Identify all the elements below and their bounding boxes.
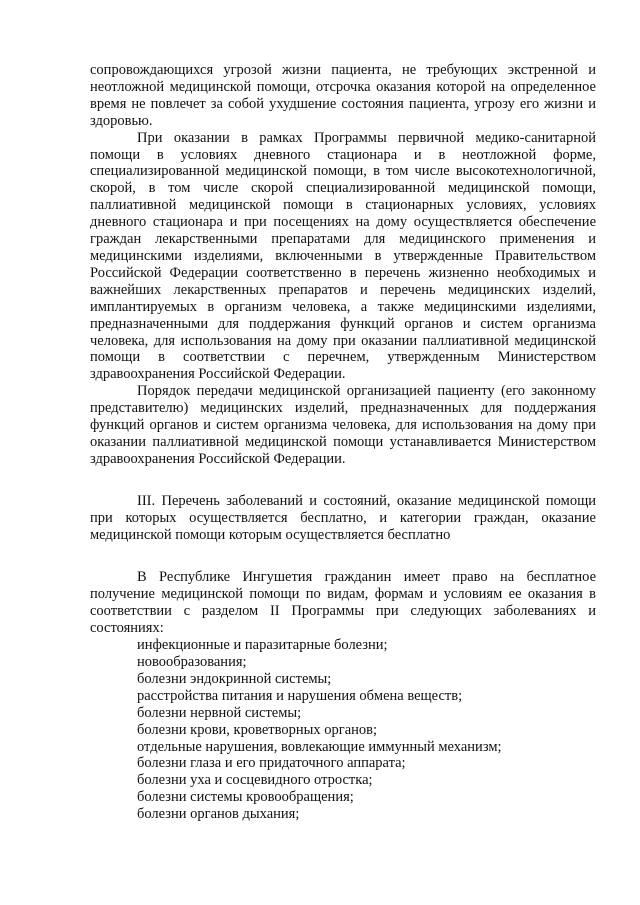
list-item: болезни нервной системы;	[137, 704, 302, 721]
list-item: болезни эндокринной системы;	[137, 670, 332, 687]
list-item: отдельные нарушения, вовлекающие иммунный механизм;	[137, 738, 502, 755]
list-item: болезни глаза и его придаточного аппарата;	[137, 755, 406, 772]
list-item: расстройства питания и нарушения обмена веществ;	[137, 687, 463, 704]
list-item: болезни крови, кроветворных органов;	[137, 721, 378, 738]
document-page	[90, 62, 596, 823]
list-item: новообразования;	[137, 654, 247, 670]
list-item: болезни органов дыхания;	[137, 806, 300, 823]
paragraph-device-transfer-procedure: Порядок передачи медицинской организацией пациенту (его законному представителю) медицинских изделий, предназначенных для поддержания функций органов и систем организма человека, для использования на дому при оказании паллиативной медицинской помощи устанавливается Министерством здравоохранения Российской Федерации.	[90, 383, 596, 467]
section-heading: III. Перечень заболеваний и состояний, оказание медицинской помощи при которых осуществляется бесплатно, и категории граждан, оказание медицинской помощи которым осуществляется бесплатно	[90, 492, 596, 543]
paragraph-continuation: сопровождающихся угрозой жизни пациента, не требующих экстренной и неотложной медицинской помощи, отсрочка оказания которой на определенное время не повлечет за собой ухудшение состояния пациента, угрозу его жизни и здоровью.	[90, 62, 596, 129]
list-item: болезни системы кровообращения;	[137, 789, 354, 806]
list-item: болезни уха и сосцевидного отростка;	[137, 772, 373, 789]
list-item: инфекционные и паразитарные болезни;	[137, 637, 388, 654]
paragraph-medication-provision: При оказании в рамках Программы первичной медико-санитарной помощи в условиях дневного стационара и в неотложной форме, специализированной медицинской помощи, в том числе высокотехнологичной, скорой, в том числе скорой специализированной медицинской помощи, паллиативной медицинской помощи в стационарных условиях, условиях дневного стационара и при посещениях на дому осуществляется обеспечение граждан лекарственными препаратами для медицинского применения и медицинскими изделиями, включенными в утвержденные Правительством Российской Федерации соответственно в перечень жизненно необходимых и важнейших лекарственных препаратов и перечень медицинских изделий, имплантируемых в организм человека, а также медицинскими изделиями, предназначенными для поддержания функций органов и систем организма человека, для использования на дому при оказании паллиативной медицинской помощи в соответствии с перечнем, утвержденным Министерством здравоохранения Российской Федерации.	[90, 129, 596, 383]
conditions-list	[90, 637, 596, 823]
paragraph-free-care-intro: В Республике Ингушетия гражданин имеет право на бесплатное получение медицинской помощи по видам, формам и условиям ее оказания в соответствии с разделом II Программы при следующих заболеваниях и состояниях:	[90, 569, 596, 637]
